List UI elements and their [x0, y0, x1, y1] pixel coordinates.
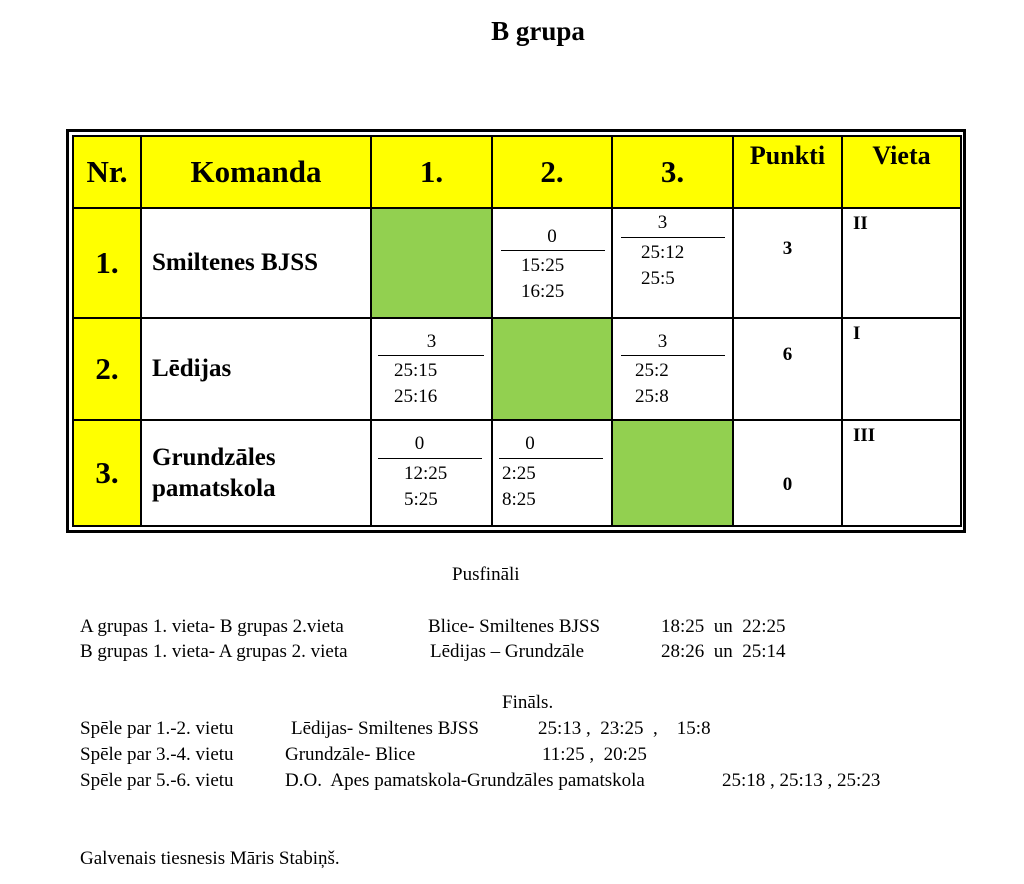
referee-line: Galvenais tiesnesis Māris Stabiņš.: [80, 848, 340, 869]
final-game-score: 25:18 , 25:13 , 25:23: [722, 770, 881, 791]
match-result: [492, 420, 612, 526]
set-score: 8:25: [502, 489, 536, 510]
header-place: Vieta: [842, 136, 961, 208]
result-divider: [378, 458, 482, 459]
team-name-line: pamatskola: [152, 475, 276, 502]
standings-table-frame: [66, 129, 966, 533]
final-game-teams: Lēdijas- Smiltenes BJSS: [291, 718, 479, 739]
total-points-value: 6: [782, 344, 793, 365]
header-opponent-2: 2.: [492, 136, 612, 208]
match-points: 0: [414, 433, 425, 454]
final-game-label: Spēle par 3.-4. vietu: [80, 744, 234, 765]
semifinal-pairing: B grupas 1. vieta- A grupas 2. vieta: [80, 641, 348, 662]
table-row: [73, 208, 961, 318]
team-name: [141, 420, 371, 526]
header-opponent-3: 3.: [612, 136, 733, 208]
self-match-cell: [612, 420, 733, 526]
semifinal-score: 28:26 un 25:14: [661, 641, 786, 662]
table-row: [73, 318, 961, 420]
page-title: B grupa: [491, 16, 585, 46]
match-result: [492, 208, 612, 318]
header-points: Punkti: [733, 136, 842, 208]
total-points-value: 3: [782, 238, 793, 259]
team-name: Smiltenes BJSS: [141, 208, 371, 318]
final-game-teams: Grundzāle- Blice: [285, 744, 416, 765]
result-divider: [499, 458, 603, 459]
header-team: Komanda: [141, 136, 371, 208]
team-name-line: Grundzāles: [152, 443, 276, 471]
row-number: 2.: [73, 318, 141, 420]
total-points: [733, 318, 842, 420]
result-divider: [621, 237, 725, 238]
set-score: 12:25: [404, 463, 448, 484]
self-match-cell: [371, 208, 492, 318]
match-points: 3: [426, 331, 437, 352]
final-place: I: [842, 318, 961, 420]
match-points: 3: [657, 331, 668, 352]
row-number: 1.: [73, 208, 141, 318]
semifinal-teams: Blice- Smiltenes BJSS: [428, 616, 601, 637]
final-game-score: 25:13 , 23:25 , 15:8: [538, 718, 711, 739]
self-match-cell: [492, 318, 612, 420]
set-score: 15:25: [521, 255, 565, 276]
total-points: [733, 208, 842, 318]
final-place: II: [842, 208, 961, 318]
set-score: 25:15: [394, 360, 438, 381]
set-score: 2:25: [502, 463, 536, 484]
set-score: 5:25: [404, 489, 438, 510]
final-game-label: Spēle par 1.-2. vietu: [80, 718, 234, 739]
match-points: 3: [657, 212, 668, 233]
header-opponent-1: 1.: [371, 136, 492, 208]
table-row: [73, 420, 961, 526]
semifinals-heading: Pusfināli: [452, 564, 520, 585]
header-row: [73, 136, 961, 208]
final-game-label: Spēle par 5.-6. vietu: [80, 770, 234, 791]
total-points: [733, 420, 842, 526]
set-score: 25:16: [394, 386, 438, 407]
team-name: Lēdijas: [141, 318, 371, 420]
semifinal-teams: Lēdijas – Grundzāle: [430, 641, 585, 662]
row-number: 3.: [73, 420, 141, 526]
result-divider: [621, 355, 725, 356]
standings-table: [72, 135, 962, 527]
match-result: [612, 318, 733, 420]
set-score: 25:8: [635, 386, 669, 407]
total-points-value: 0: [782, 474, 793, 495]
set-score: 25:12: [641, 242, 685, 263]
finals-heading: Fināls.: [502, 692, 554, 713]
result-divider: [501, 250, 605, 251]
final-game-teams: D.O. Apes pamatskola-Grundzāles pamatskola: [285, 770, 645, 791]
match-result: [612, 208, 733, 318]
match-points: 0: [525, 433, 535, 454]
final-game-score: 11:25 , 20:25: [542, 744, 647, 765]
set-score: 25:2: [635, 360, 669, 381]
match-result: [371, 318, 492, 420]
match-points: 0: [547, 226, 557, 247]
result-divider: [378, 355, 484, 356]
set-score: 25:5: [641, 268, 675, 289]
final-place: III: [842, 420, 961, 526]
header-nr: Nr.: [73, 136, 141, 208]
set-score: 16:25: [521, 281, 565, 302]
semifinal-score: 18:25 un 22:25: [661, 616, 786, 637]
semifinal-pairing: A grupas 1. vieta- B grupas 2.vieta: [80, 616, 344, 637]
